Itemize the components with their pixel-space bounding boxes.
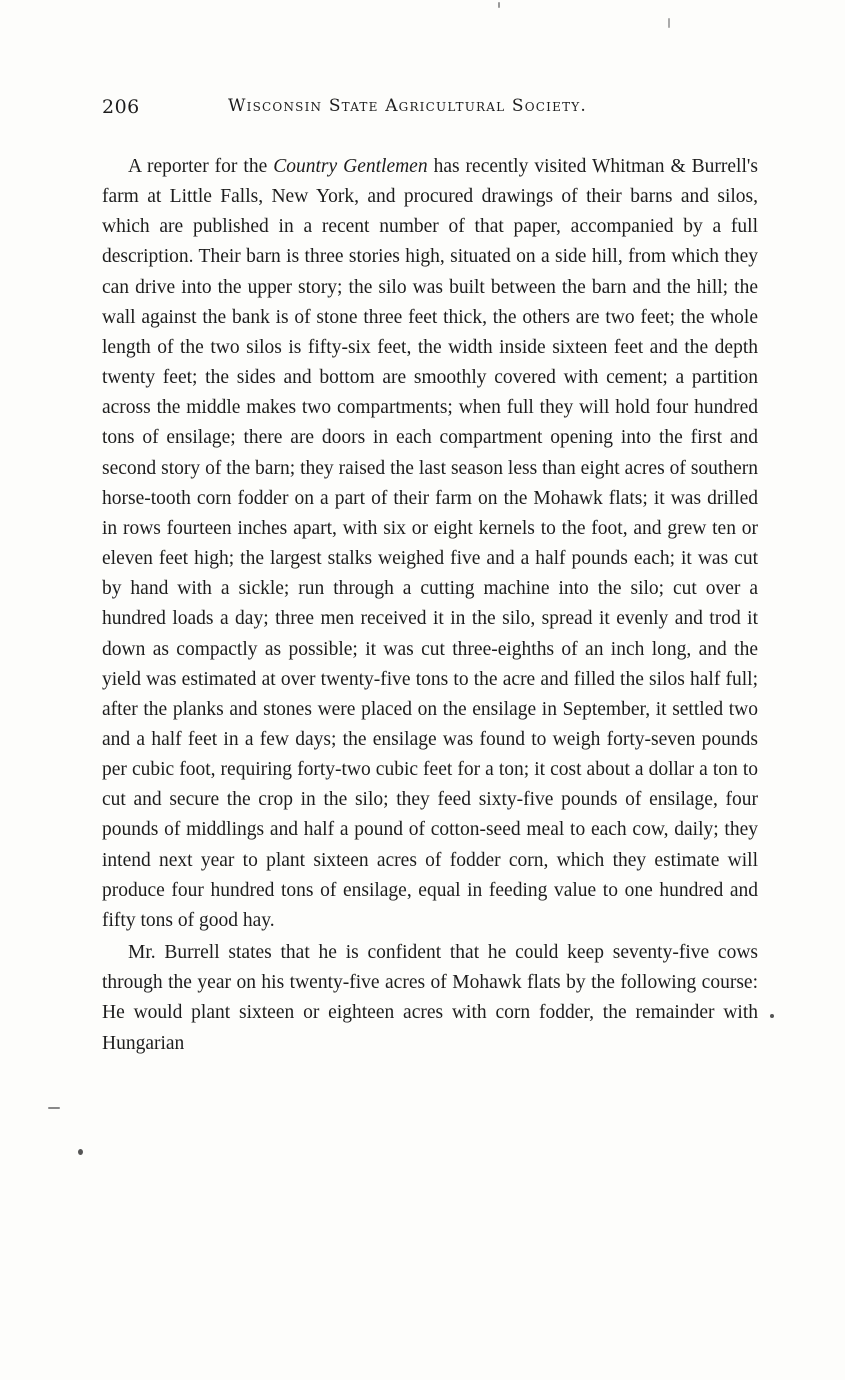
paragraph-1-italic-title: Country Gentlemen bbox=[273, 156, 428, 177]
running-head: Wisconsin State Agricultural Society. bbox=[228, 96, 587, 116]
paragraph-2 bbox=[102, 938, 758, 1059]
body-text bbox=[102, 152, 758, 1059]
print-speck bbox=[770, 1014, 774, 1018]
paragraph-2-text: Mr. Burrell states that he is confident that he could keep seventy-five cows through the year on his twenty-five acres of Mohawk flats by the following course: He would plant sixteen or eighteen acres with corn fodder, the remainder with Hungarian bbox=[102, 942, 758, 1054]
print-speck bbox=[78, 1149, 83, 1155]
paragraph-1-text: has recently visited Whitman & Burrell's farm at Little Falls, New York, and procured drawings of their barns and silos, which are published in a recent number of that paper, accompanied by a full description. Their barn is three stories high, situated on a side hill, from which they can drive into the upper story; the silo was built between the barn and the hill; the wall against the bank is of stone three feet thick, the others are two feet; the whole length of the two silos is fifty-six feet, the width inside sixteen feet and the depth twenty feet; the sides and bottom are smoothly covered with cement; a partition across the middle makes two compartments; when full they will hold four hundred tons of ensilage; there are doors in each compartment opening into the first and second story of the barn; they raised the last season less than eight acres of southern horse-tooth corn fodder on a part of their farm on the Mohawk flats; it was drilled in rows fourteen inches apart, with six or eight kernels to the foot, and grew ten or eleven feet high; the largest stalks weighed five and a half pounds each; it was cut by hand with a sickle; run through a cutting machine into the silo; cut over a hundred loads a day; three men received it in the silo, spread it evenly and trod it down as compactly as possible; it was cut three-eighths of an inch long, and the yield was estimated at over twenty-five tons to the acre and filled the silos half full; after the planks and stones were placed on the ensilage in September, it settled two and a half feet in a few days; the ensilage was found to weigh forty-seven pounds per cubic foot, requiring forty-two cubic feet for a ton; it cost about a dollar a ton to cut and secure the crop in the silo; they feed sixty-five pounds of ensilage, four pounds of middlings and half a pound of cotton-seed meal to each cow, daily; they intend next year to plant sixteen acres of fodder corn, which they estimate will produce four hundred tons of ensilage, equal in feeding value to one hundred and fifty tons of good hay. bbox=[102, 156, 758, 931]
print-speck bbox=[498, 2, 500, 8]
paragraph-1-lead: A reporter for the bbox=[128, 156, 274, 177]
print-speck bbox=[668, 18, 670, 28]
page-number: 206 bbox=[102, 96, 140, 118]
page-header bbox=[102, 96, 662, 126]
print-speck bbox=[48, 1107, 60, 1109]
paragraph-1 bbox=[102, 152, 758, 936]
